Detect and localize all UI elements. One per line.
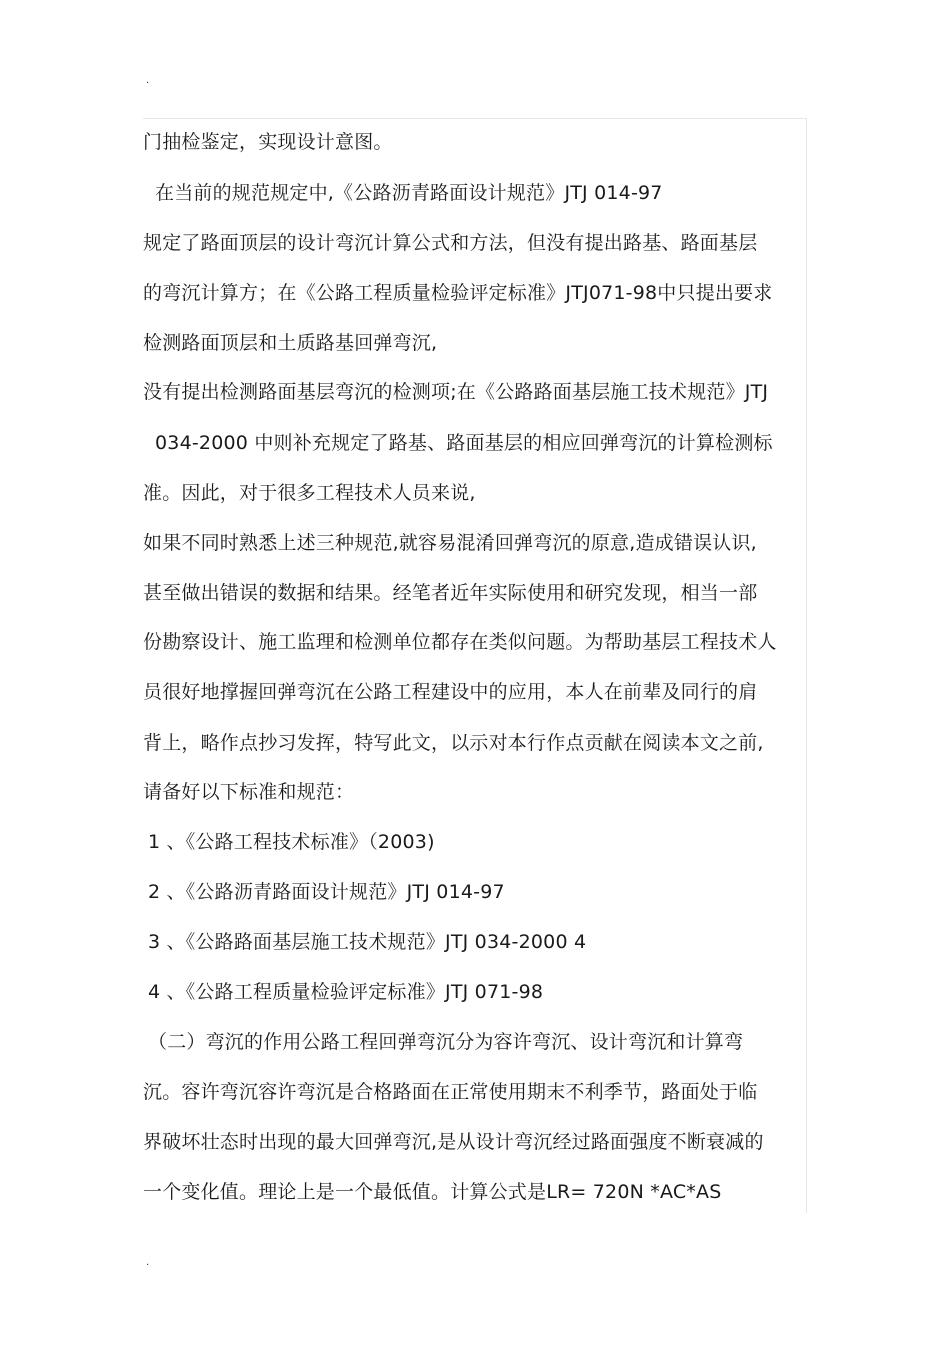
text-line: 请备好以下标准和规范： — [143, 781, 355, 803]
text-line: 一个变化值。理论上是一个最低值。计算公式是LR= 720N *AC*AS — [143, 1181, 722, 1203]
list-item: 4 、《公路工程质量检验评定标准》JTJ 071-98 — [148, 981, 544, 1003]
list-item: 2 、《公路沥青路面设计规范》JTJ 014-97 — [148, 881, 505, 903]
text-line: 如果不同时熟悉上述三种规范,就容易混淆回弹弯沉的原意,造成错误认识, — [143, 532, 757, 554]
list-item: 3 、《公路路面基层施工技术规范》JTJ 034-2000 4 — [148, 931, 587, 953]
text-line: 准。因此，对于很多工程技术人员来说, — [143, 482, 476, 504]
text-line: 门抽检鉴定，实现设计意图。 — [143, 131, 393, 153]
text-line: 员很好地撑握回弹弯沉在公路工程建设中的应用，本人在前辈及同行的肩 — [143, 681, 758, 703]
text-line: 背上，略作点抄习发挥，特写此文，以示对本行作点贡献在阅读本文之前, — [143, 732, 764, 754]
text-line: 份勘察设计、施工监理和检测单位都存在类似问题。为帮助基层工程技术人 — [143, 631, 777, 653]
section-heading-line: （二）弯沉的作用公路工程回弹弯沉分为容许弯沉、设计弯沉和计算弯 — [148, 1031, 744, 1053]
list-item: 1 、《公路工程技术标准》（2003) — [148, 831, 435, 853]
text-line: 的弯沉计算方；在《公路工程质量检验评定标准》JTJ071-98中只提出要求 — [143, 282, 773, 304]
bottom-page-mark: . — [146, 1257, 150, 1268]
text-line: 检测路面顶层和土质路基回弹弯沉, — [143, 332, 438, 354]
text-line: 没有提出检测路面基层弯沉的检测项;在《公路路面基层施工技术规范》JTJ — [143, 381, 769, 403]
text-line: 规定了路面顶层的设计弯沉计算公式和方法，但没有提出路基、路面基层 — [143, 232, 758, 254]
top-page-mark: . — [146, 75, 150, 86]
text-line: 甚至做出错误的数据和结果。经笔者近年实际使用和研究发现，相当一部 — [143, 582, 758, 604]
text-line: 界破坏壮态时出现的最大回弹弯沉,是从设计弯沉经过路面强度不断衰减的 — [143, 1131, 764, 1153]
text-line: 在当前的规范规定中,《公路沥青路面设计规范》JTJ 014-97 — [155, 182, 663, 204]
text-line: 034-2000 中则补充规定了路基、路面基层的相应回弹弯沉的计算检测标 — [155, 432, 773, 454]
text-line: 沉。容许弯沉容许弯沉是合格路面在正常使用期末不利季节，路面处于临 — [143, 1081, 758, 1103]
